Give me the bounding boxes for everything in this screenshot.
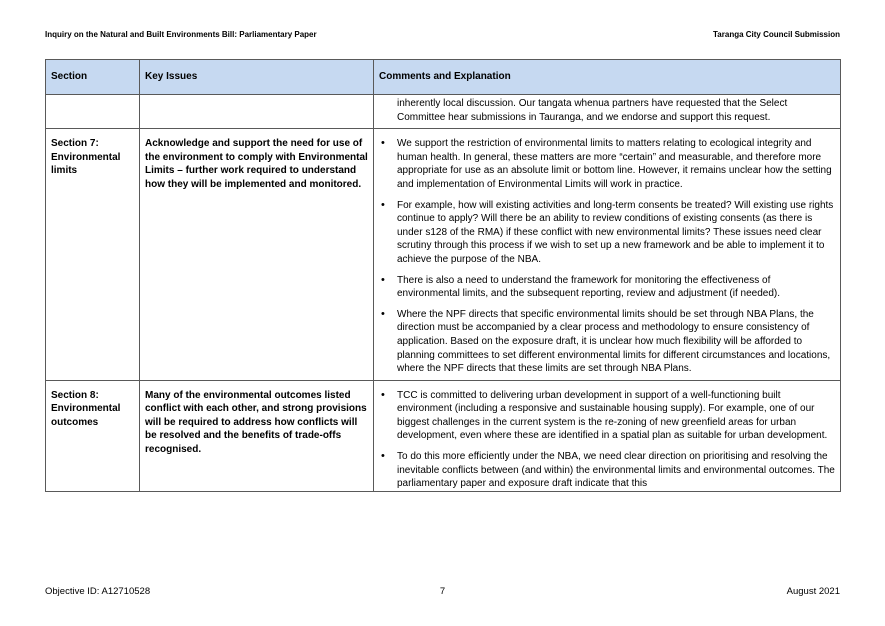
footer-objective-id: Objective ID: A12710528 [45,586,151,597]
section-7-key-issue: Acknowledge and support the need for use of the environment to comply with Environmental Limits – further work required to understand how they will be implemented and monitored. [140,129,374,381]
table-header-row [46,60,841,95]
continuation-section-cell [46,95,140,129]
column-header-key-issues: Key Issues [140,60,374,95]
submission-table [45,59,841,492]
header-document-title: Inquiry on the Natural and Built Environments Bill: Parliamentary Paper [45,30,317,39]
table-row-section-7 [46,129,841,381]
footer-date: August 2021 [786,586,840,597]
section-7-title: Section 7: Environmental limits [46,129,140,381]
continuation-comments-cell [374,95,841,129]
section-8-title: Section 8: Environmental outcomes [46,380,140,491]
continuation-text: inherently local discussion. Our tangata whenua partners have requested that the Select Committee hear submissions in Tauranga, and we endorse and support this request. [397,98,788,123]
section-8-key-issue: Many of the environmental outcomes listed conflict with each other, and strong provisions will be required to address how conflicts will be resolved and the benefits of trade-offs recognised. [140,380,374,491]
table-row-section-8 [46,380,841,491]
section-7-comments [374,129,841,381]
footer-page-number: 7 [439,586,446,597]
section-7-comment-bullet: • There is also a need to understand the framework for monitoring the effectiveness of environmental limits, and the subsequent reporting, review and adjustment (if needed). [379,274,835,301]
section-7-comment-bullet: • We support the restriction of environmental limits to matters relating to ecological integrity and human health. In general, these matters are more “certain” and measurable, and therefore more appropriate for use as an absolute limit or bottom line. However, it remains unclear how the setting and implementation of Environmental Limits will work in practice. [379,137,835,191]
section-7-comment-bullet: • For example, how will existing activities and long-term consents be treated? Will existing use rights continue to apply? Will there be an ability to review conditions of existing consents (as there is under s128 of the RMA) if these conflict with new environmental limits? These issues need clear scrutiny through this process if we wish to set up a new framework and be able to implement it to achieve the purpose of the NBA. [379,199,835,267]
header-organisation: Taranga City Council Submission [713,30,840,39]
table-row-continuation [46,95,841,129]
continuation-key-issue-cell [140,95,374,129]
column-header-section: Section [46,60,140,95]
section-7-comment-bullet: • Where the NPF directs that specific environmental limits should be set through NBA Plans, the direction must be accompanied by a clear process and methodology to ensure consistency of application. Based on the exposure draft, it is unclear how much flexibility will be afforded to planning committees to set different environmental limits for different circumstances and locations, where the NPF directs that these limits are set through NBA Plans. [379,308,835,376]
column-header-comments: Comments and Explanation [374,60,841,95]
section-8-comments [374,380,841,491]
section-8-comment-bullet: • To do this more efficiently under the NBA, we need clear direction on prioritising and resolving the inevitable conflicts between (and within) the environmental limits and environmental outcomes. The parliamentary paper and exposure draft indicate that this [379,450,835,491]
section-8-comment-bullet: • TCC is committed to delivering urban development in support of a well-functioning built environment (including a responsive and sustainable housing supply). For example, one of our biggest challenges in the current system is the re-zoning of new greenfield areas for urban development, even where these are identified in a spatial plan as suitable for urban development. [379,389,835,443]
